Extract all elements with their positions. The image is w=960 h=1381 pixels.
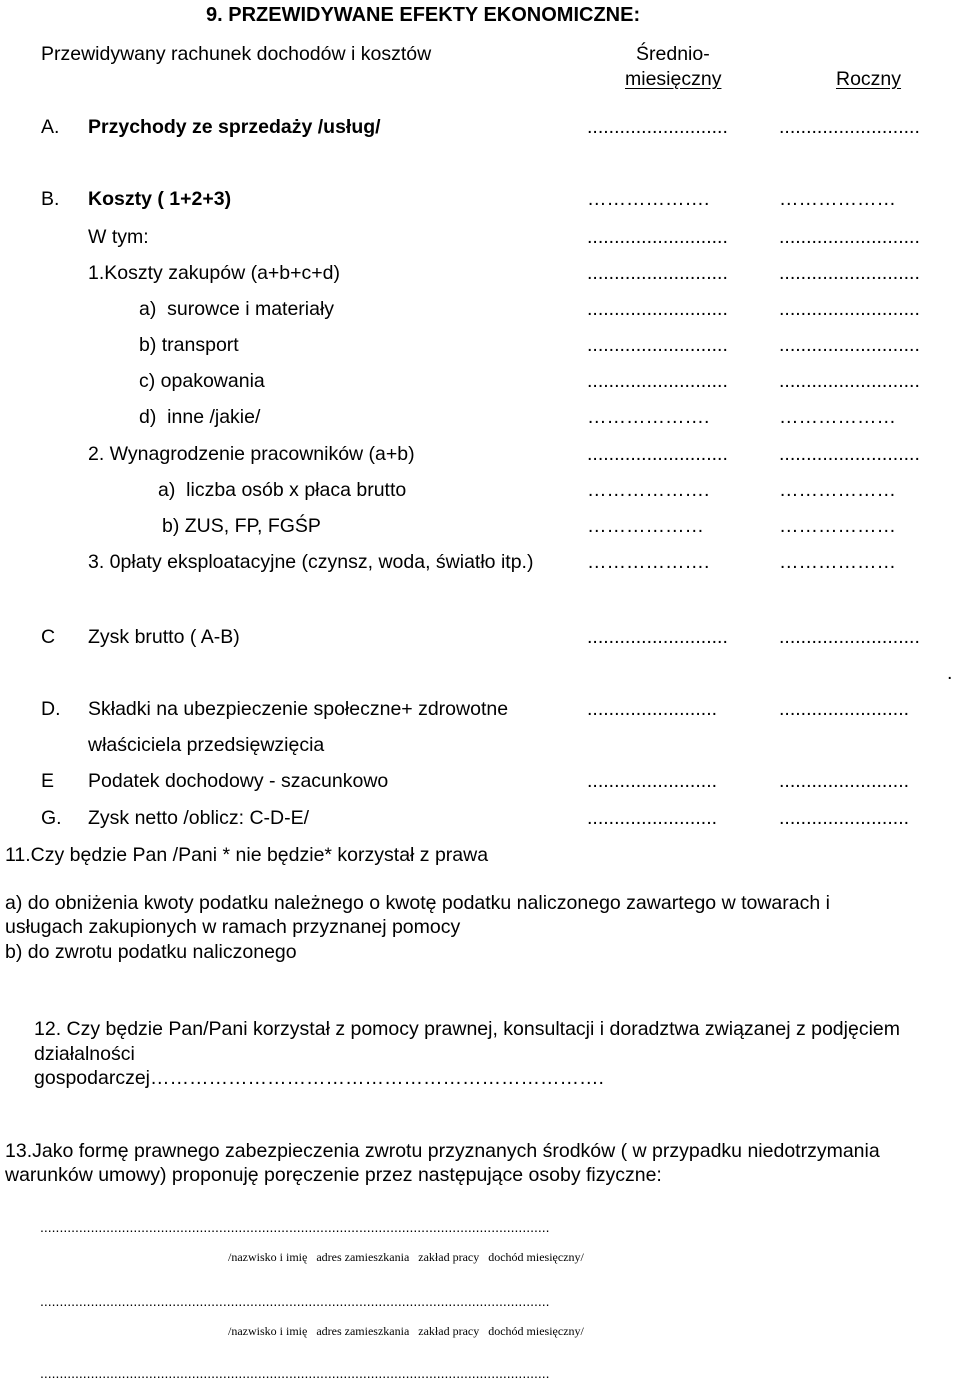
row-label-purchase-costs: 1.Koszty zakupów (a+b+c+d) bbox=[88, 262, 341, 284]
row-value-monthly: ………………. bbox=[587, 188, 710, 210]
row-value-monthly: .......................... bbox=[587, 298, 728, 320]
row-label-including: W tym: bbox=[88, 226, 149, 248]
row-value-yearly: .......................... bbox=[779, 370, 920, 392]
row-trailing-dot: . bbox=[947, 662, 953, 684]
row-label-social-insurance: b) ZUS, FP, FGŚP bbox=[162, 515, 321, 537]
row-label-revenue: Przychody ze sprzedaży /usług/ bbox=[88, 116, 381, 138]
row-value-monthly: .......................... bbox=[587, 334, 728, 356]
row-value-monthly: ........................ bbox=[587, 770, 718, 792]
row-value-yearly: .......................... bbox=[779, 626, 920, 648]
row-value-monthly: .......................... bbox=[587, 370, 728, 392]
row-value-yearly: ……………… bbox=[779, 515, 896, 537]
row-value-monthly: ........................ bbox=[587, 807, 718, 829]
q11-option-a-line2: usługach zakupionych w ramach przyznanej pomocy bbox=[5, 916, 461, 938]
row-prefix-c: C bbox=[41, 626, 56, 648]
row-prefix-g: G. bbox=[41, 807, 62, 829]
column-header-yearly: Roczny bbox=[836, 68, 902, 90]
section-title: 9. PRZEWIDYWANE EFEKTY EKONOMICZNE: bbox=[206, 4, 641, 26]
row-prefix-a: A. bbox=[41, 116, 60, 138]
q12-line2: działalności bbox=[34, 1043, 135, 1065]
guarantor-1-caption: /nazwisko i imię adres zamieszkania zakład pracy dochód miesięczny/ bbox=[228, 1250, 584, 1264]
row-label-net-profit: Zysk netto /oblicz: C-D-E/ bbox=[88, 807, 310, 829]
q11-option-b: b) do zwrotu podatku naliczonego bbox=[5, 941, 297, 963]
row-value-yearly: ……………… bbox=[779, 479, 896, 501]
guarantor-2-caption: /nazwisko i imię adres zamieszkania zakład pracy dochód miesięczny/ bbox=[228, 1324, 584, 1338]
table-header-label: Przewidywany rachunek dochodów i kosztów bbox=[41, 43, 432, 65]
q12-line3: gospodarczej……………………………………………………………. bbox=[34, 1067, 604, 1089]
row-prefix-b: B. bbox=[41, 188, 60, 210]
row-value-monthly: ……………… bbox=[587, 515, 704, 537]
row-value-yearly: .......................... bbox=[779, 226, 920, 248]
row-value-monthly: .......................... bbox=[587, 626, 728, 648]
row-label-contributions-cont: właściciela przedsięwzięcia bbox=[88, 734, 325, 756]
row-value-yearly: ........................ bbox=[779, 698, 910, 720]
row-prefix-d: D. bbox=[41, 698, 61, 720]
guarantor-1-fill-line: ................................................................................................................................... bbox=[40, 1219, 550, 1235]
row-value-monthly: .......................... bbox=[587, 262, 728, 284]
column-header-monthly-line2: miesięczny bbox=[625, 68, 722, 90]
row-value-yearly: .......................... bbox=[779, 116, 920, 138]
q11-title: 11.Czy będzie Pan /Pani * nie będzie* korzystał z prawa bbox=[5, 844, 489, 866]
row-value-yearly: ........................ bbox=[779, 770, 910, 792]
row-value-yearly: .......................... bbox=[779, 334, 920, 356]
row-label-packaging: c) opakowania bbox=[139, 370, 265, 392]
row-label-operating-fees: 3. 0płaty eksploatacyjne (czynsz, woda, światło itp.) bbox=[88, 551, 534, 573]
row-value-yearly: ……………… bbox=[779, 551, 896, 573]
row-label-income-tax: Podatek dochodowy - szacunkowo bbox=[88, 770, 389, 792]
row-value-yearly: ........................ bbox=[779, 807, 910, 829]
row-value-yearly: .......................... bbox=[779, 298, 920, 320]
row-value-yearly: .......................... bbox=[779, 262, 920, 284]
row-label-gross-profit: Zysk brutto ( A-B) bbox=[88, 626, 240, 648]
row-label-salaries: 2. Wynagrodzenie pracowników (a+b) bbox=[88, 443, 415, 465]
row-label-transport: b) transport bbox=[139, 334, 239, 356]
q11-option-a-line1: a) do obniżenia kwoty podatku należnego o kwotę podatku naliczonego zawartego w towarach i bbox=[5, 892, 830, 914]
row-value-yearly: ……………… bbox=[779, 406, 896, 428]
row-value-monthly: .......................... bbox=[587, 443, 728, 465]
row-value-monthly: ………………. bbox=[587, 479, 710, 501]
row-value-monthly: ………………. bbox=[587, 551, 710, 573]
row-value-monthly: ………………. bbox=[587, 406, 710, 428]
row-label-contributions: Składki na ubezpieczenie społeczne+ zdrowotne bbox=[88, 698, 509, 720]
row-value-monthly: .......................... bbox=[587, 226, 728, 248]
row-prefix-e: E bbox=[41, 770, 55, 792]
row-label-costs: Koszty ( 1+2+3) bbox=[88, 188, 232, 210]
q13-line2: warunków umowy) proponuję poręczenie przez następujące osoby fizyczne: bbox=[5, 1164, 662, 1186]
column-header-monthly-line1: Średnio- bbox=[636, 43, 710, 65]
row-label-headcount-pay: a) liczba osób x płaca brutto bbox=[158, 479, 407, 501]
row-value-yearly: .......................... bbox=[779, 443, 920, 465]
q12-line1: 12. Czy będzie Pan/Pani korzystał z pomocy prawnej, konsultacji i doradztwa związanej z podjęciem bbox=[34, 1018, 900, 1040]
row-value-monthly: .......................... bbox=[587, 116, 728, 138]
guarantor-3-fill-line: ................................................................................................................................... bbox=[40, 1365, 550, 1381]
row-label-materials: a) surowce i materiały bbox=[139, 298, 335, 320]
guarantor-2-fill-line: ................................................................................................................................... bbox=[40, 1293, 550, 1309]
row-label-other: d) inne /jakie/ bbox=[139, 406, 261, 428]
q13-line1: 13.Jako formę prawnego zabezpieczenia zwrotu przyznanych środków ( w przypadku niedotrzymania bbox=[5, 1140, 880, 1162]
row-value-monthly: ........................ bbox=[587, 698, 718, 720]
row-value-yearly: ……………… bbox=[779, 188, 896, 210]
